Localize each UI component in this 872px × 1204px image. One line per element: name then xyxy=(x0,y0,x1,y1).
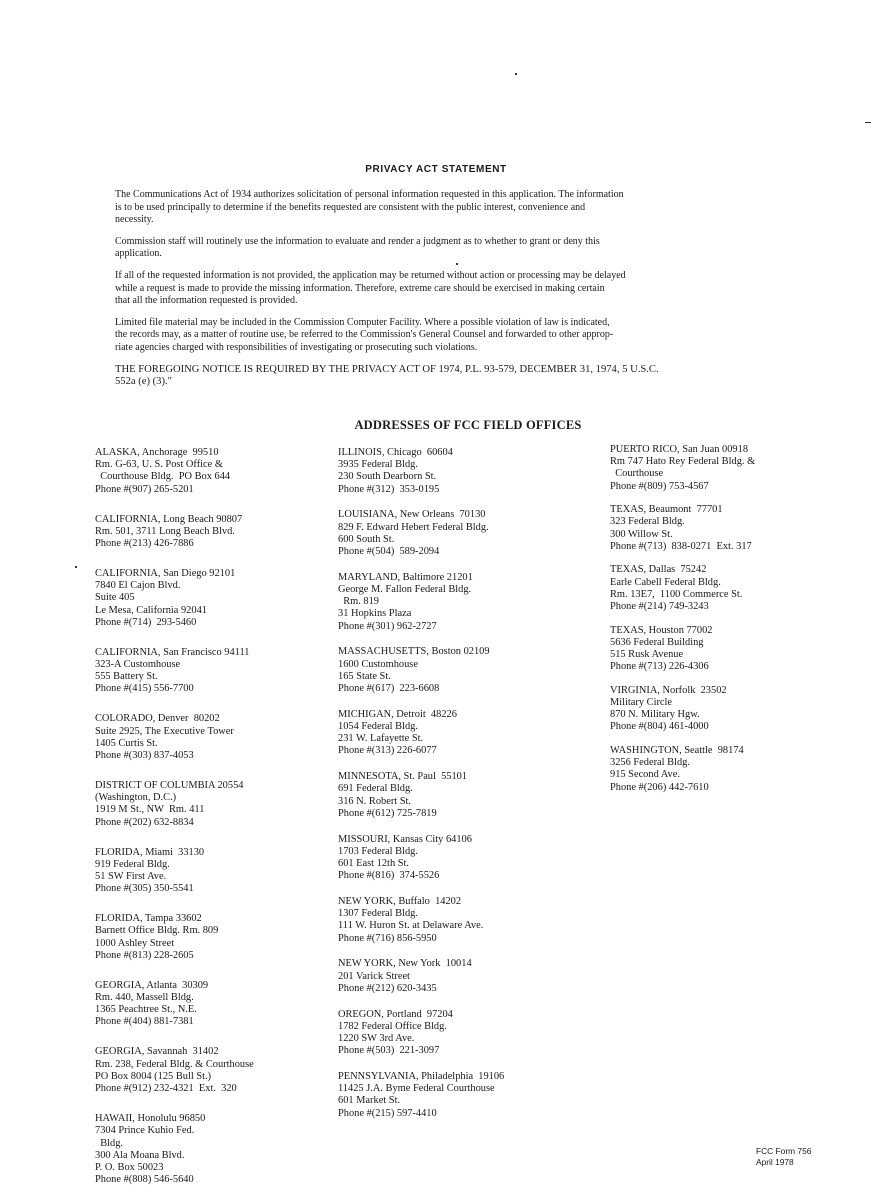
office-line: 323-A Customhouse xyxy=(95,659,181,671)
office-line: Rm. 238, Federal Bldg. & Courthouse xyxy=(95,1058,254,1070)
office-heading: PENNSYLVANIA, Philadelphia 19106 xyxy=(338,1071,505,1083)
field-office xyxy=(338,896,600,945)
office-line: Rm. 501, 3711 Long Beach Blvd. xyxy=(95,525,235,537)
office-line: 600 South St. xyxy=(338,533,395,545)
field-office xyxy=(338,1071,600,1120)
office-line: Phone #(214) 749-3243 xyxy=(610,601,709,613)
office-line: 300 Willow St. xyxy=(610,528,673,540)
office-line: Phone #(206) 442-7610 xyxy=(610,781,709,793)
office-line: 31 Hopkins Plaza xyxy=(338,608,412,620)
office-line: 231 W. Lafayette St. xyxy=(338,733,424,745)
office-heading: CALIFORNIA, San Francisco 94111 xyxy=(95,646,250,658)
office-line: 919 Federal Bldg. xyxy=(95,858,170,870)
office-heading: PUERTO RICO, San Juan 00918 xyxy=(610,444,749,455)
office-line: 3256 Federal Bldg. xyxy=(610,757,690,769)
office-line: Phone #(415) 556-7700 xyxy=(95,683,194,695)
office-line: Suite 2925, The Executive Tower xyxy=(95,725,234,737)
paragraph-authorization: The Communications Act of 1934 authorizes solicitation of personal information requested in this application. The information is to be used principally to determine if the benefits requested are consistent with the public interest, convenience and necessity. xyxy=(115,189,624,226)
office-heading: CALIFORNIA, San Diego 92101 xyxy=(95,568,236,580)
office-heading: LOUISIANA, New Orleans 70130 xyxy=(338,509,486,521)
office-line: 601 Market St. xyxy=(338,1095,401,1107)
office-heading: HAWAII, Honolulu 96850 xyxy=(95,1113,206,1125)
office-heading: GEORGIA, Savannah 31402 xyxy=(95,1046,219,1058)
office-line: Rm 747 Hato Rey Federal Bldg. & xyxy=(610,456,756,468)
field-office xyxy=(610,625,865,674)
office-line: 1000 Ashley Street xyxy=(95,937,175,949)
office-line: 51 SW First Ave. xyxy=(95,871,167,883)
office-line: 323 Federal Bldg. xyxy=(610,516,685,528)
office-heading: MARYLAND, Baltimore 21201 xyxy=(338,571,473,583)
office-line: Phone #(213) 426-7886 xyxy=(95,538,194,550)
office-line: Phone #(808) 546-5640 xyxy=(95,1174,194,1186)
office-line: 316 N. Robert St. xyxy=(338,795,412,807)
office-line: Le Mesa, California 92041 xyxy=(95,604,207,616)
office-line: 691 Federal Bldg. xyxy=(338,783,413,795)
address-column-3 xyxy=(610,444,865,805)
office-line: 111 W. Huron St. at Delaware Ave. xyxy=(338,920,484,932)
office-line: Phone #(215) 597-4410 xyxy=(338,1107,437,1119)
office-line: Phone #(303) 837-4053 xyxy=(95,750,194,762)
office-line: Barnett Office Bldg. Rm. 809 xyxy=(95,925,219,937)
field-office xyxy=(95,514,330,551)
office-line: George M. Fallon Federal Bldg. xyxy=(338,584,472,596)
office-line: 1919 M St., NW Rm. 411 xyxy=(95,804,205,816)
field-office xyxy=(95,568,330,629)
office-heading: MICHIGAN, Detroit 48226 xyxy=(338,708,457,720)
office-heading: TEXAS, Houston 77002 xyxy=(610,624,713,636)
office-line: 915 Second Ave. xyxy=(610,769,680,781)
form-date: April 1978 xyxy=(756,1156,794,1167)
office-heading: MISSOURI, Kansas City 64106 xyxy=(338,833,472,845)
office-line: Phone #(202) 632-8834 xyxy=(95,816,194,828)
office-line: Phone #(804) 461-4000 xyxy=(610,721,709,733)
paragraph-computer-facility: Limited file material may be included in the Commission Computer Facility. Where a possible violation of law is indicated, the records may, as a matter of routine use, be referred to the Commission's General Counsel and forwarded to other approp- riate agencies charged with responsibilities of investigating or prosecuting such violations. xyxy=(115,316,614,353)
privacy-act-title: PRIVACY ACT STATEMENT xyxy=(365,164,507,175)
field-office xyxy=(95,847,330,896)
paragraph-missing-information: If all of the requested information is not provided, the application may be returned without action or processing may be delayed while a request is made to provide the missing information. Therefore, extreme care should be exercised in making certain that all the information requested is provided. xyxy=(115,269,626,307)
field-office xyxy=(338,509,600,558)
office-heading: MINNESOTA, St. Paul 55101 xyxy=(338,771,468,783)
office-line: Military Circle xyxy=(610,697,673,709)
office-heading: TEXAS, Dallas 75242 xyxy=(610,564,707,576)
field-office xyxy=(338,1009,600,1058)
office-line: P. O. Box 50023 xyxy=(95,1161,164,1173)
office-line: 165 State St. xyxy=(338,670,391,682)
office-line: 1220 SW 3rd Ave. xyxy=(338,1033,415,1045)
address-column-1 xyxy=(95,447,330,1204)
office-line: PO Box 8004 (125 Bull St.) xyxy=(95,1070,212,1082)
form-footer xyxy=(756,1146,811,1167)
scan-speck xyxy=(456,263,458,265)
office-heading: FLORIDA, Tampa 33602 xyxy=(95,913,202,925)
privacy-act-paragraphs xyxy=(115,189,839,398)
addresses-title: ADDRESSES OF FCC FIELD OFFICES xyxy=(354,418,582,432)
office-line: Earle Cabell Federal Bldg. xyxy=(610,576,721,588)
office-line: Rm. 440, Massell Bldg. xyxy=(95,992,194,1004)
office-line: Phone #(809) 753-4567 xyxy=(610,480,709,492)
office-line: Rm. 819 xyxy=(338,596,379,608)
paragraph-routine-use: Commission staff will routinely use the information to evaluate and render a judgment as to whether to grant or deny this application. xyxy=(115,235,600,260)
office-line: Phone #(301) 962-2727 xyxy=(338,620,437,632)
office-heading: WASHINGTON, Seattle 98174 xyxy=(610,745,744,757)
office-heading: FLORIDA, Miami 33130 xyxy=(95,846,205,858)
office-line: Phone #(312) 353-0195 xyxy=(338,483,440,495)
address-column-2 xyxy=(338,447,600,1133)
office-heading: TEXAS, Beaumont 77701 xyxy=(610,504,723,516)
office-line: (Washington, D.C.) xyxy=(95,792,177,804)
office-line: Phone #(713) 226-4306 xyxy=(610,661,709,673)
office-line: 1600 Customhouse xyxy=(338,658,418,670)
office-line: Phone #(907) 265-5201 xyxy=(95,483,194,495)
office-heading: OREGON, Portland 97204 xyxy=(338,1008,453,1020)
field-office xyxy=(338,771,600,820)
office-line: 7840 El Cajon Blvd. xyxy=(95,580,181,592)
office-line: Phone #(714) 293-5460 xyxy=(95,616,197,628)
field-office xyxy=(338,709,600,758)
office-line: Phone #(912) 232-4321 Ext. 320 xyxy=(95,1083,237,1095)
office-line: Phone #(816) 374-5526 xyxy=(338,870,440,882)
office-heading: COLORADO, Denver 80202 xyxy=(95,713,220,725)
office-line: 3935 Federal Bldg. xyxy=(338,459,418,471)
office-line: 11425 J.A. Byme Federal Courthouse xyxy=(338,1083,495,1095)
office-heading: MASSACHUSETTS, Boston 02109 xyxy=(338,646,490,658)
office-heading: DISTRICT OF COLUMBIA 20554 xyxy=(95,780,244,792)
office-line: 870 N. Military Hgw. xyxy=(610,709,700,721)
office-line: 515 Rusk Avenue xyxy=(610,649,684,661)
field-office xyxy=(610,444,865,493)
field-office xyxy=(95,447,330,496)
field-office xyxy=(610,685,865,734)
field-office xyxy=(338,646,600,695)
office-line: 1703 Federal Bldg. xyxy=(338,845,418,857)
office-line: 5636 Federal Building xyxy=(610,636,704,648)
field-office xyxy=(338,958,600,995)
office-line: Phone #(813) 228-2605 xyxy=(95,949,194,961)
office-line: 230 South Dearborn St. xyxy=(338,471,437,483)
office-line: Rm. 13E7, 1100 Commerce St. xyxy=(610,588,743,600)
field-office xyxy=(338,447,600,496)
office-line: Phone #(313) 226-6077 xyxy=(338,745,437,757)
field-office xyxy=(610,564,865,613)
office-line: Phone #(503) 221-3097 xyxy=(338,1045,440,1057)
office-line: 300 Ala Moana Blvd. xyxy=(95,1149,185,1161)
office-line: 1405 Curtis St. xyxy=(95,737,158,749)
field-office xyxy=(338,834,600,883)
office-heading: CALIFORNIA, Long Beach 90807 xyxy=(95,513,243,525)
office-line: 1307 Federal Bldg. xyxy=(338,908,418,920)
field-office xyxy=(610,504,865,553)
scan-speck xyxy=(865,122,871,123)
office-line: 601 East 12th St. xyxy=(338,858,410,870)
office-line: 1782 Federal Office Bldg. xyxy=(338,1020,447,1032)
scan-speck xyxy=(515,73,517,75)
field-office xyxy=(95,1113,330,1186)
office-line: Courthouse Bldg. PO Box 644 xyxy=(95,471,231,483)
office-heading: NEW YORK, New York 10014 xyxy=(338,958,472,970)
office-line: Suite 405 xyxy=(95,592,135,604)
office-heading: ILLINOIS, Chicago 60604 xyxy=(338,447,453,458)
office-line: Phone #(612) 725-7819 xyxy=(338,807,437,819)
office-line: Phone #(617) 223-6608 xyxy=(338,683,440,695)
form-number: FCC Form 756 xyxy=(756,1146,812,1156)
office-line: Rm. G-63, U. S. Post Office & xyxy=(95,459,223,471)
field-office xyxy=(95,780,330,829)
office-line: 1365 Peachtree St., N.E. xyxy=(95,1004,197,1016)
field-office xyxy=(95,980,330,1029)
paragraph-notice: THE FOREGOING NOTICE IS REQUIRED BY THE PRIVACY ACT OF 1974, P.L. 93-579, DECEMBER 31, 1974, 5 U.S.C. 552a (e) (3)." xyxy=(115,363,659,388)
scan-speck xyxy=(75,566,77,568)
office-line: Bldg. xyxy=(95,1137,124,1149)
office-line: Phone #(713) 838-0271 Ext. 317 xyxy=(610,540,752,552)
field-office xyxy=(95,647,330,696)
field-office xyxy=(95,913,330,962)
office-heading: VIRGINIA, Norfolk 23502 xyxy=(610,684,727,696)
office-line: Phone #(305) 350-5541 xyxy=(95,883,194,895)
field-office xyxy=(95,713,330,762)
office-line: Phone #(504) 589-2094 xyxy=(338,546,440,558)
office-line: 1054 Federal Bldg. xyxy=(338,721,418,733)
office-heading: GEORGIA, Atlanta 30309 xyxy=(95,979,209,991)
field-office xyxy=(338,572,600,633)
office-line: Phone #(212) 620-3435 xyxy=(338,982,437,994)
office-line: 201 Varick Street xyxy=(338,970,410,982)
office-line: 829 F. Edward Hebert Federal Bldg. xyxy=(338,521,489,533)
office-line: 555 Battery St. xyxy=(95,671,158,683)
office-heading: NEW YORK, Buffalo 14202 xyxy=(338,896,462,908)
office-line: Phone #(404) 881-7381 xyxy=(95,1016,194,1028)
office-line: Courthouse xyxy=(610,468,664,480)
office-line: Phone #(716) 856-5950 xyxy=(338,932,437,944)
office-heading: ALASKA, Anchorage 99510 xyxy=(95,447,219,458)
office-line: 7304 Prince Kuhio Fed. xyxy=(95,1125,195,1137)
field-office xyxy=(95,1046,330,1095)
field-office xyxy=(610,745,865,794)
